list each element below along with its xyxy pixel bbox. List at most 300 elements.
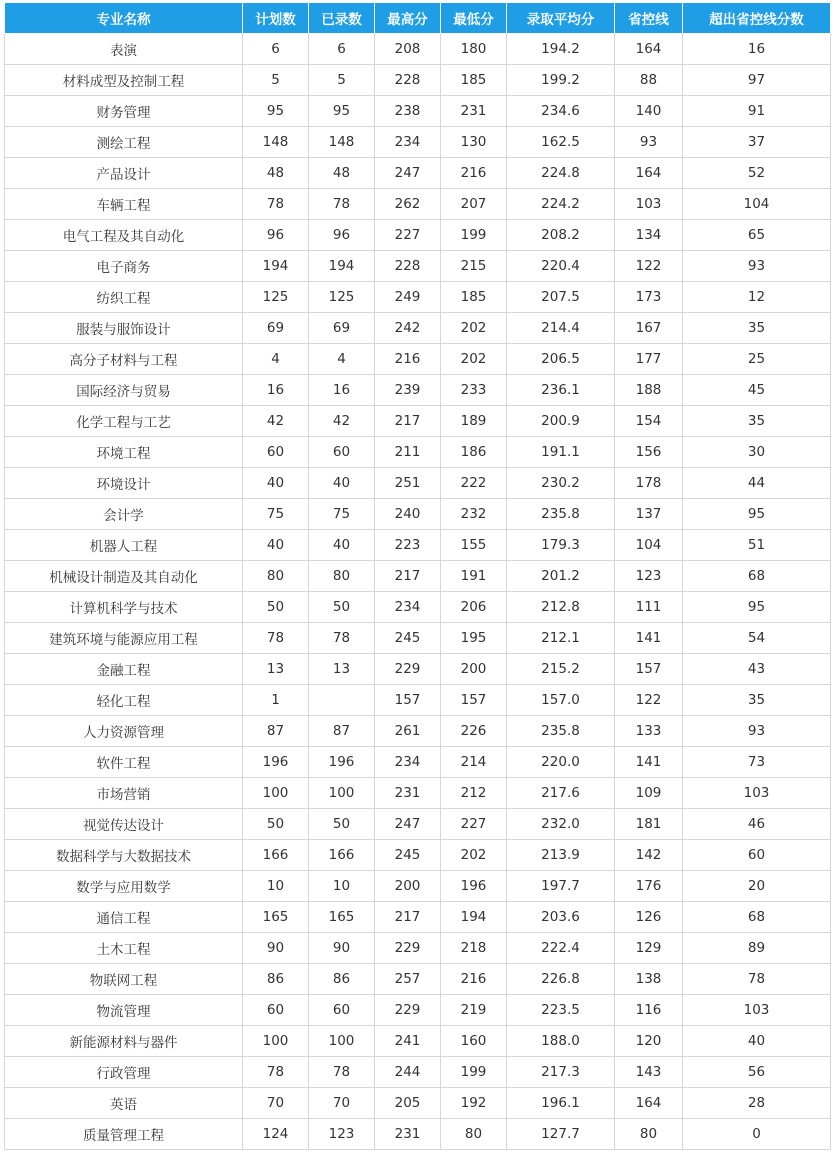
lowest-score-cell: 212: [441, 778, 507, 809]
table-row: [5, 375, 831, 406]
highest-score-cell: 216: [375, 344, 441, 375]
header-lowest-score: 最低分: [441, 3, 507, 34]
average-score-cell: 235.8: [507, 499, 615, 530]
above-line-cell: 97: [683, 65, 831, 96]
table-row: [5, 871, 831, 902]
provincial-line-cell: 173: [615, 282, 683, 313]
highest-score-cell: 227: [375, 220, 441, 251]
average-score-cell: 207.5: [507, 282, 615, 313]
header-plan-count: 计划数: [243, 3, 309, 34]
plan-count-cell: 50: [243, 592, 309, 623]
average-score-cell: 226.8: [507, 964, 615, 995]
provincial-line-cell: 154: [615, 406, 683, 437]
average-score-cell: 201.2: [507, 561, 615, 592]
table-row: [5, 964, 831, 995]
admitted-count-cell: 60: [309, 995, 375, 1026]
provincial-line-cell: 176: [615, 871, 683, 902]
lowest-score-cell: 196: [441, 871, 507, 902]
admitted-count-cell: 5: [309, 65, 375, 96]
major-name-cell: 英语: [5, 1088, 243, 1119]
table-header-row: [5, 3, 831, 34]
lowest-score-cell: 219: [441, 995, 507, 1026]
average-score-cell: 213.9: [507, 840, 615, 871]
average-score-cell: 212.8: [507, 592, 615, 623]
above-line-cell: 25: [683, 344, 831, 375]
admitted-count-cell: 40: [309, 468, 375, 499]
highest-score-cell: 245: [375, 840, 441, 871]
provincial-line-cell: 137: [615, 499, 683, 530]
average-score-cell: 230.2: [507, 468, 615, 499]
above-line-cell: 103: [683, 995, 831, 1026]
plan-count-cell: 165: [243, 902, 309, 933]
lowest-score-cell: 216: [441, 158, 507, 189]
provincial-line-cell: 141: [615, 623, 683, 654]
lowest-score-cell: 199: [441, 220, 507, 251]
provincial-line-cell: 138: [615, 964, 683, 995]
admitted-count-cell: 60: [309, 437, 375, 468]
above-line-cell: 93: [683, 251, 831, 282]
major-name-cell: 计算机科学与技术: [5, 592, 243, 623]
average-score-cell: 235.8: [507, 716, 615, 747]
highest-score-cell: 234: [375, 592, 441, 623]
admitted-count-cell: 196: [309, 747, 375, 778]
plan-count-cell: 1: [243, 685, 309, 716]
provincial-line-cell: 143: [615, 1057, 683, 1088]
table-row: [5, 251, 831, 282]
major-name-cell: 化学工程与工艺: [5, 406, 243, 437]
admitted-count-cell: 78: [309, 189, 375, 220]
above-line-cell: 56: [683, 1057, 831, 1088]
admitted-count-cell: 75: [309, 499, 375, 530]
above-line-cell: 12: [683, 282, 831, 313]
major-name-cell: 数据科学与大数据技术: [5, 840, 243, 871]
plan-count-cell: 148: [243, 127, 309, 158]
major-name-cell: 建筑环境与能源应用工程: [5, 623, 243, 654]
table-row: [5, 995, 831, 1026]
plan-count-cell: 90: [243, 933, 309, 964]
provincial-line-cell: 167: [615, 313, 683, 344]
average-score-cell: 220.4: [507, 251, 615, 282]
plan-count-cell: 78: [243, 189, 309, 220]
highest-score-cell: 234: [375, 747, 441, 778]
plan-count-cell: 80: [243, 561, 309, 592]
table-row: [5, 189, 831, 220]
admitted-count-cell: 10: [309, 871, 375, 902]
highest-score-cell: 217: [375, 406, 441, 437]
major-name-cell: 轻化工程: [5, 685, 243, 716]
major-name-cell: 新能源材料与器件: [5, 1026, 243, 1057]
average-score-cell: 236.1: [507, 375, 615, 406]
plan-count-cell: 78: [243, 1057, 309, 1088]
above-line-cell: 103: [683, 778, 831, 809]
highest-score-cell: 231: [375, 778, 441, 809]
major-name-cell: 材料成型及控制工程: [5, 65, 243, 96]
plan-count-cell: 40: [243, 530, 309, 561]
header-average-score: 录取平均分: [507, 3, 615, 34]
table-row: [5, 840, 831, 871]
lowest-score-cell: 218: [441, 933, 507, 964]
above-line-cell: 0: [683, 1119, 831, 1150]
provincial-line-cell: 142: [615, 840, 683, 871]
average-score-cell: 203.6: [507, 902, 615, 933]
admitted-count-cell: 42: [309, 406, 375, 437]
highest-score-cell: 257: [375, 964, 441, 995]
above-line-cell: 91: [683, 96, 831, 127]
above-line-cell: 44: [683, 468, 831, 499]
highest-score-cell: 261: [375, 716, 441, 747]
highest-score-cell: 231: [375, 1119, 441, 1150]
plan-count-cell: 5: [243, 65, 309, 96]
above-line-cell: 54: [683, 623, 831, 654]
provincial-line-cell: 133: [615, 716, 683, 747]
average-score-cell: 212.1: [507, 623, 615, 654]
lowest-score-cell: 232: [441, 499, 507, 530]
highest-score-cell: 229: [375, 654, 441, 685]
average-score-cell: 208.2: [507, 220, 615, 251]
lowest-score-cell: 215: [441, 251, 507, 282]
provincial-line-cell: 111: [615, 592, 683, 623]
major-name-cell: 质量管理工程: [5, 1119, 243, 1150]
provincial-line-cell: 164: [615, 34, 683, 65]
above-line-cell: 30: [683, 437, 831, 468]
provincial-line-cell: 156: [615, 437, 683, 468]
major-name-cell: 环境工程: [5, 437, 243, 468]
average-score-cell: 224.2: [507, 189, 615, 220]
average-score-cell: 188.0: [507, 1026, 615, 1057]
average-score-cell: 215.2: [507, 654, 615, 685]
header-above-line: 超出省控线分数: [683, 3, 831, 34]
admitted-count-cell: 87: [309, 716, 375, 747]
admitted-count-cell: 78: [309, 1057, 375, 1088]
average-score-cell: 197.7: [507, 871, 615, 902]
lowest-score-cell: 194: [441, 902, 507, 933]
major-name-cell: 纺织工程: [5, 282, 243, 313]
admitted-count-cell: 50: [309, 809, 375, 840]
lowest-score-cell: 202: [441, 840, 507, 871]
admitted-count-cell: 78: [309, 623, 375, 654]
admitted-count-cell: 6: [309, 34, 375, 65]
plan-count-cell: 40: [243, 468, 309, 499]
table-row: [5, 716, 831, 747]
provincial-line-cell: 134: [615, 220, 683, 251]
provincial-line-cell: 140: [615, 96, 683, 127]
major-name-cell: 软件工程: [5, 747, 243, 778]
admitted-count-cell: 100: [309, 778, 375, 809]
lowest-score-cell: 192: [441, 1088, 507, 1119]
above-line-cell: 68: [683, 902, 831, 933]
average-score-cell: 222.4: [507, 933, 615, 964]
table-row: [5, 406, 831, 437]
table-row: [5, 530, 831, 561]
provincial-line-cell: 126: [615, 902, 683, 933]
plan-count-cell: 78: [243, 623, 309, 654]
table-row: [5, 623, 831, 654]
admitted-count-cell: 69: [309, 313, 375, 344]
provincial-line-cell: 88: [615, 65, 683, 96]
plan-count-cell: 50: [243, 809, 309, 840]
plan-count-cell: 69: [243, 313, 309, 344]
major-name-cell: 高分子材料与工程: [5, 344, 243, 375]
average-score-cell: 232.0: [507, 809, 615, 840]
major-name-cell: 机器人工程: [5, 530, 243, 561]
above-line-cell: 45: [683, 375, 831, 406]
plan-count-cell: 100: [243, 778, 309, 809]
average-score-cell: 200.9: [507, 406, 615, 437]
above-line-cell: 65: [683, 220, 831, 251]
plan-count-cell: 70: [243, 1088, 309, 1119]
highest-score-cell: 211: [375, 437, 441, 468]
highest-score-cell: 245: [375, 623, 441, 654]
above-line-cell: 95: [683, 592, 831, 623]
admitted-count-cell: 50: [309, 592, 375, 623]
highest-score-cell: 229: [375, 995, 441, 1026]
admitted-count-cell: 13: [309, 654, 375, 685]
lowest-score-cell: 155: [441, 530, 507, 561]
admitted-count-cell: 100: [309, 1026, 375, 1057]
above-line-cell: 73: [683, 747, 831, 778]
lowest-score-cell: 216: [441, 964, 507, 995]
plan-count-cell: 60: [243, 437, 309, 468]
above-line-cell: 35: [683, 406, 831, 437]
admission-scores-table-container: [4, 2, 831, 1150]
provincial-line-cell: 80: [615, 1119, 683, 1150]
plan-count-cell: 96: [243, 220, 309, 251]
major-name-cell: 产品设计: [5, 158, 243, 189]
major-name-cell: 服装与服饰设计: [5, 313, 243, 344]
major-name-cell: 土木工程: [5, 933, 243, 964]
highest-score-cell: 217: [375, 902, 441, 933]
provincial-line-cell: 120: [615, 1026, 683, 1057]
provincial-line-cell: 181: [615, 809, 683, 840]
table-row: [5, 344, 831, 375]
plan-count-cell: 166: [243, 840, 309, 871]
table-row: [5, 34, 831, 65]
table-row: [5, 778, 831, 809]
lowest-score-cell: 222: [441, 468, 507, 499]
highest-score-cell: 200: [375, 871, 441, 902]
average-score-cell: 194.2: [507, 34, 615, 65]
table-row: [5, 468, 831, 499]
highest-score-cell: 205: [375, 1088, 441, 1119]
admitted-count-cell: 4: [309, 344, 375, 375]
provincial-line-cell: 93: [615, 127, 683, 158]
admitted-count-cell: [309, 685, 375, 716]
provincial-line-cell: 177: [615, 344, 683, 375]
plan-count-cell: 60: [243, 995, 309, 1026]
highest-score-cell: 217: [375, 561, 441, 592]
above-line-cell: 16: [683, 34, 831, 65]
highest-score-cell: 262: [375, 189, 441, 220]
table-row: [5, 747, 831, 778]
highest-score-cell: 223: [375, 530, 441, 561]
major-name-cell: 测绘工程: [5, 127, 243, 158]
major-name-cell: 财务管理: [5, 96, 243, 127]
plan-count-cell: 42: [243, 406, 309, 437]
lowest-score-cell: 226: [441, 716, 507, 747]
lowest-score-cell: 202: [441, 313, 507, 344]
admitted-count-cell: 86: [309, 964, 375, 995]
major-name-cell: 人力资源管理: [5, 716, 243, 747]
admitted-count-cell: 16: [309, 375, 375, 406]
lowest-score-cell: 195: [441, 623, 507, 654]
header-admitted-count: 已录数: [309, 3, 375, 34]
lowest-score-cell: 231: [441, 96, 507, 127]
highest-score-cell: 239: [375, 375, 441, 406]
header-highest-score: 最高分: [375, 3, 441, 34]
lowest-score-cell: 180: [441, 34, 507, 65]
admitted-count-cell: 123: [309, 1119, 375, 1150]
plan-count-cell: 6: [243, 34, 309, 65]
table-row: [5, 313, 831, 344]
major-name-cell: 通信工程: [5, 902, 243, 933]
plan-count-cell: 16: [243, 375, 309, 406]
highest-score-cell: 241: [375, 1026, 441, 1057]
highest-score-cell: 229: [375, 933, 441, 964]
table-row: [5, 127, 831, 158]
admission-scores-table: [4, 2, 831, 1150]
provincial-line-cell: 164: [615, 158, 683, 189]
major-name-cell: 电气工程及其自动化: [5, 220, 243, 251]
provincial-line-cell: 122: [615, 251, 683, 282]
plan-count-cell: 4: [243, 344, 309, 375]
highest-score-cell: 244: [375, 1057, 441, 1088]
highest-score-cell: 228: [375, 65, 441, 96]
major-name-cell: 行政管理: [5, 1057, 243, 1088]
lowest-score-cell: 160: [441, 1026, 507, 1057]
table-row: [5, 1057, 831, 1088]
above-line-cell: 20: [683, 871, 831, 902]
table-row: [5, 654, 831, 685]
lowest-score-cell: 185: [441, 282, 507, 313]
above-line-cell: 43: [683, 654, 831, 685]
above-line-cell: 68: [683, 561, 831, 592]
major-name-cell: 会计学: [5, 499, 243, 530]
admitted-count-cell: 40: [309, 530, 375, 561]
highest-score-cell: 240: [375, 499, 441, 530]
table-row: [5, 1088, 831, 1119]
average-score-cell: 196.1: [507, 1088, 615, 1119]
above-line-cell: 95: [683, 499, 831, 530]
table-row: [5, 282, 831, 313]
table-row: [5, 933, 831, 964]
average-score-cell: 217.6: [507, 778, 615, 809]
lowest-score-cell: 185: [441, 65, 507, 96]
average-score-cell: 223.5: [507, 995, 615, 1026]
above-line-cell: 60: [683, 840, 831, 871]
plan-count-cell: 194: [243, 251, 309, 282]
table-row: [5, 902, 831, 933]
average-score-cell: 179.3: [507, 530, 615, 561]
above-line-cell: 35: [683, 685, 831, 716]
plan-count-cell: 86: [243, 964, 309, 995]
lowest-score-cell: 206: [441, 592, 507, 623]
provincial-line-cell: 109: [615, 778, 683, 809]
lowest-score-cell: 199: [441, 1057, 507, 1088]
table-body: [5, 34, 831, 1150]
table-row: [5, 220, 831, 251]
highest-score-cell: 208: [375, 34, 441, 65]
highest-score-cell: 234: [375, 127, 441, 158]
highest-score-cell: 251: [375, 468, 441, 499]
lowest-score-cell: 207: [441, 189, 507, 220]
plan-count-cell: 75: [243, 499, 309, 530]
average-score-cell: 199.2: [507, 65, 615, 96]
plan-count-cell: 13: [243, 654, 309, 685]
major-name-cell: 物流管理: [5, 995, 243, 1026]
average-score-cell: 214.4: [507, 313, 615, 344]
major-name-cell: 视觉传达设计: [5, 809, 243, 840]
above-line-cell: 89: [683, 933, 831, 964]
header-major-name: 专业名称: [5, 3, 243, 34]
lowest-score-cell: 202: [441, 344, 507, 375]
major-name-cell: 机械设计制造及其自动化: [5, 561, 243, 592]
table-row: [5, 561, 831, 592]
highest-score-cell: 238: [375, 96, 441, 127]
major-name-cell: 国际经济与贸易: [5, 375, 243, 406]
above-line-cell: 37: [683, 127, 831, 158]
above-line-cell: 35: [683, 313, 831, 344]
plan-count-cell: 95: [243, 96, 309, 127]
admitted-count-cell: 95: [309, 96, 375, 127]
plan-count-cell: 87: [243, 716, 309, 747]
above-line-cell: 51: [683, 530, 831, 561]
lowest-score-cell: 189: [441, 406, 507, 437]
provincial-line-cell: 164: [615, 1088, 683, 1119]
lowest-score-cell: 200: [441, 654, 507, 685]
provincial-line-cell: 123: [615, 561, 683, 592]
admitted-count-cell: 80: [309, 561, 375, 592]
average-score-cell: 191.1: [507, 437, 615, 468]
table-row: [5, 1119, 831, 1150]
table-row: [5, 96, 831, 127]
above-line-cell: 28: [683, 1088, 831, 1119]
provincial-line-cell: 122: [615, 685, 683, 716]
admitted-count-cell: 125: [309, 282, 375, 313]
lowest-score-cell: 186: [441, 437, 507, 468]
average-score-cell: 127.7: [507, 1119, 615, 1150]
major-name-cell: 环境设计: [5, 468, 243, 499]
plan-count-cell: 48: [243, 158, 309, 189]
table-row: [5, 499, 831, 530]
admitted-count-cell: 90: [309, 933, 375, 964]
table-row: [5, 158, 831, 189]
admitted-count-cell: 96: [309, 220, 375, 251]
admitted-count-cell: 166: [309, 840, 375, 871]
above-line-cell: 46: [683, 809, 831, 840]
admitted-count-cell: 165: [309, 902, 375, 933]
above-line-cell: 52: [683, 158, 831, 189]
header-provincial-line: 省控线: [615, 3, 683, 34]
table-row: [5, 592, 831, 623]
admitted-count-cell: 70: [309, 1088, 375, 1119]
major-name-cell: 物联网工程: [5, 964, 243, 995]
lowest-score-cell: 191: [441, 561, 507, 592]
lowest-score-cell: 80: [441, 1119, 507, 1150]
lowest-score-cell: 233: [441, 375, 507, 406]
highest-score-cell: 157: [375, 685, 441, 716]
provincial-line-cell: 103: [615, 189, 683, 220]
admitted-count-cell: 48: [309, 158, 375, 189]
highest-score-cell: 242: [375, 313, 441, 344]
provincial-line-cell: 188: [615, 375, 683, 406]
admitted-count-cell: 148: [309, 127, 375, 158]
plan-count-cell: 10: [243, 871, 309, 902]
major-name-cell: 金融工程: [5, 654, 243, 685]
table-row: [5, 685, 831, 716]
major-name-cell: 车辆工程: [5, 189, 243, 220]
major-name-cell: 市场营销: [5, 778, 243, 809]
highest-score-cell: 247: [375, 158, 441, 189]
